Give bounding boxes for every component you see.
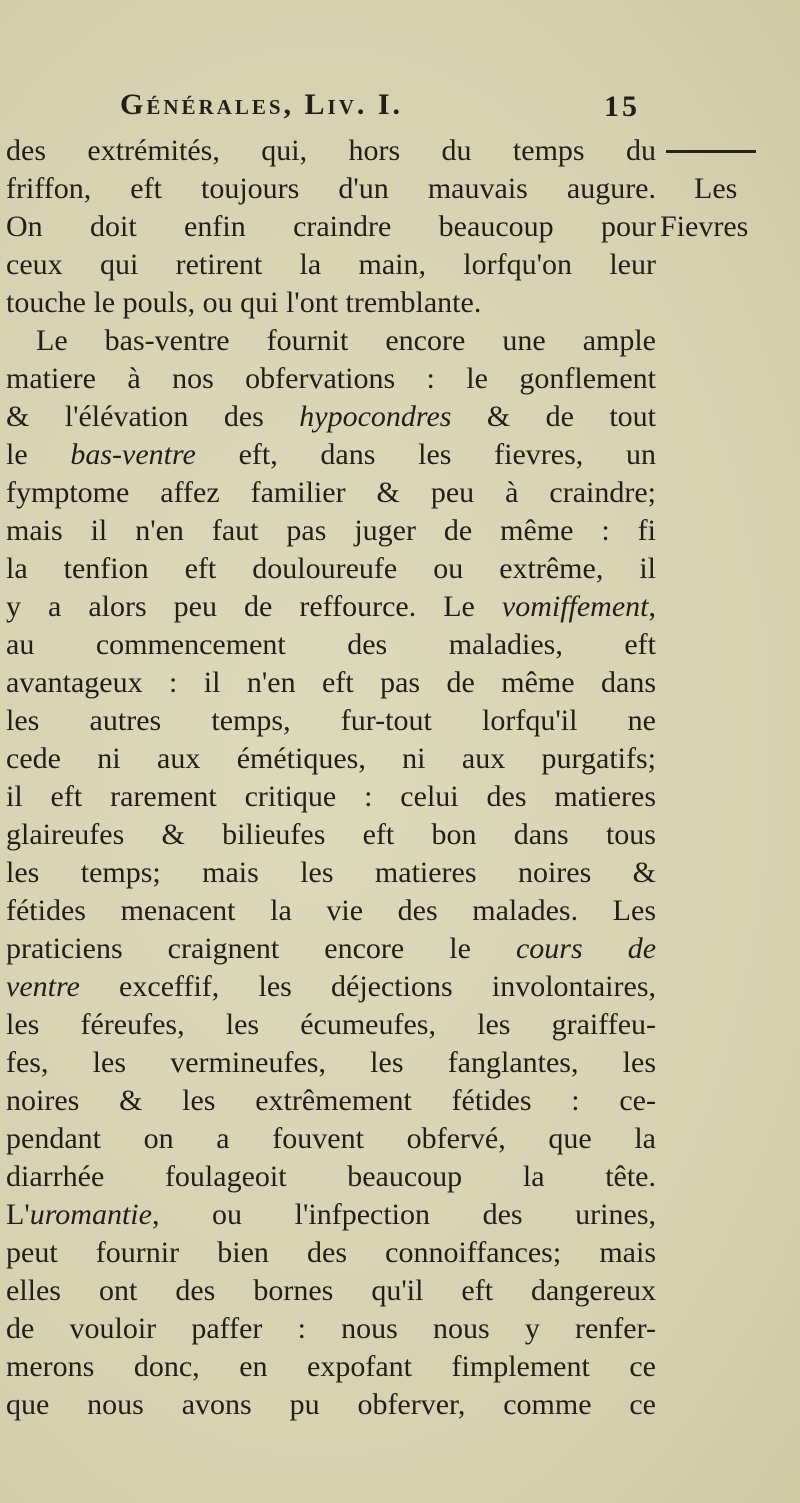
text-segment: le: [6, 438, 71, 471]
text-line: [6, 1386, 656, 1424]
text-line: [6, 550, 656, 588]
italic-term: ventre: [6, 970, 80, 1003]
text-segment: fymptome affez familier & peu à craindre;: [6, 476, 656, 509]
text-segment: pendant on a fouvent obfervé, que la: [6, 1122, 656, 1155]
text-line: [6, 284, 656, 322]
text-segment: les féreufes, les écumeufes, les graiffeu-: [6, 1008, 656, 1041]
text-line: [6, 360, 656, 398]
text-line: [6, 968, 656, 1006]
text-line: [6, 1310, 656, 1348]
text-line: [6, 588, 656, 626]
text-line: [6, 930, 656, 968]
text-line: [6, 854, 656, 892]
italic-term: hypocondres: [299, 400, 452, 433]
italic-term: uromantie: [29, 1198, 152, 1231]
text-segment: mais il n'en faut pas juger de même : fi: [6, 514, 656, 547]
text-segment: glaireufes & bilieufes eft bon dans tous: [6, 818, 656, 851]
text-segment: L': [6, 1198, 30, 1231]
text-line: [6, 1234, 656, 1272]
text-line: [6, 1158, 656, 1196]
italic-term: cours de: [515, 932, 657, 965]
text-segment: merons donc, en expofant fimplement ce: [6, 1350, 656, 1383]
text-line: [6, 664, 656, 702]
text-segment: Le bas-ventre fournit encore une ample: [36, 324, 656, 357]
margin-note-line: Fievres: [660, 210, 749, 243]
text-segment: & l'élévation des: [6, 400, 300, 433]
text-line: [6, 626, 656, 664]
italic-term: bas-ventre: [70, 438, 196, 471]
text-segment: touche le pouls, ou qui l'ont tremblante.: [6, 286, 482, 319]
text-line: [6, 1348, 656, 1386]
text-segment: que nous avons pu obferver, comme ce: [6, 1388, 656, 1421]
text-segment: les autres temps, fur-tout lorfqu'il ne: [6, 704, 656, 737]
text-line: [6, 208, 656, 246]
text-line: [6, 1044, 656, 1082]
text-segment: On doit enfin craindre beaucoup pour: [6, 210, 656, 243]
body-text: [6, 132, 656, 1424]
text-line: [6, 1120, 656, 1158]
text-segment: de vouloir paffer : nous nous y renfer-: [6, 1312, 656, 1345]
text-segment: praticiens craignent encore le: [6, 932, 516, 965]
text-line: [6, 512, 656, 550]
text-segment: la tenfion eft douloureufe ou extrême, il: [6, 552, 656, 585]
text-line: [6, 740, 656, 778]
text-segment: elles ont des bornes qu'il eft dangereux: [6, 1274, 656, 1307]
text-segment: noires & les extrêmement fétides : ce-: [6, 1084, 656, 1117]
text-segment: avantageux : il n'en eft pas de même dans: [6, 666, 656, 699]
text-segment: exceffif, les déjections involontaires,: [79, 970, 656, 1003]
text-line: [6, 436, 656, 474]
text-segment: des extrémités, qui, hors du temps du: [6, 134, 656, 167]
text-segment: peut fournir bien des connoiffances; mais: [6, 1236, 656, 1269]
text-segment: matiere à nos obfervations : le gonflement: [6, 362, 656, 395]
text-segment: cede ni aux émétiques, ni aux purgatifs;: [6, 742, 656, 775]
text-segment: ,: [648, 590, 656, 623]
text-line: [6, 398, 656, 436]
margin-note-line: Les: [694, 172, 738, 205]
text-segment: , ou l'infpection des urines,: [151, 1198, 656, 1231]
text-line: [6, 1082, 656, 1120]
text-line: [6, 474, 656, 512]
text-line: [6, 1272, 656, 1310]
page-number: 15: [604, 90, 640, 123]
running-title: Générales, Liv. I.: [120, 88, 404, 121]
running-header: [120, 88, 660, 128]
text-line: [6, 1196, 656, 1234]
margin-rule: [666, 150, 756, 153]
text-line: [6, 778, 656, 816]
text-line: [6, 322, 656, 360]
text-line: [6, 246, 656, 284]
text-segment: les temps; mais les matieres noires &: [6, 856, 656, 889]
text-segment: fétides menacent la vie des malades. Les: [6, 894, 656, 927]
text-segment: il eft rarement critique : celui des matieres: [6, 780, 656, 813]
text-line: [6, 816, 656, 854]
text-line: [6, 132, 656, 170]
text-segment: fes, les vermineufes, les fanglantes, les: [6, 1046, 656, 1079]
text-segment: eft, dans les fievres, un: [195, 438, 656, 471]
text-segment: y a alors peu de reffource. Le: [6, 590, 502, 623]
text-segment: au commencement des maladies, eft: [6, 628, 656, 661]
text-line: [6, 1006, 656, 1044]
text-segment: friffon, eft toujours d'un mauvais augure.: [6, 172, 656, 205]
text-segment: diarrhée foulageoit beaucoup la tête.: [6, 1160, 656, 1193]
text-segment: ceux qui retirent la main, lorfqu'on leur: [6, 248, 656, 281]
text-line: [6, 892, 656, 930]
text-line: [6, 702, 656, 740]
italic-term: vomiffement: [501, 590, 649, 623]
text-segment: & de tout: [451, 400, 656, 433]
text-line: [6, 170, 656, 208]
